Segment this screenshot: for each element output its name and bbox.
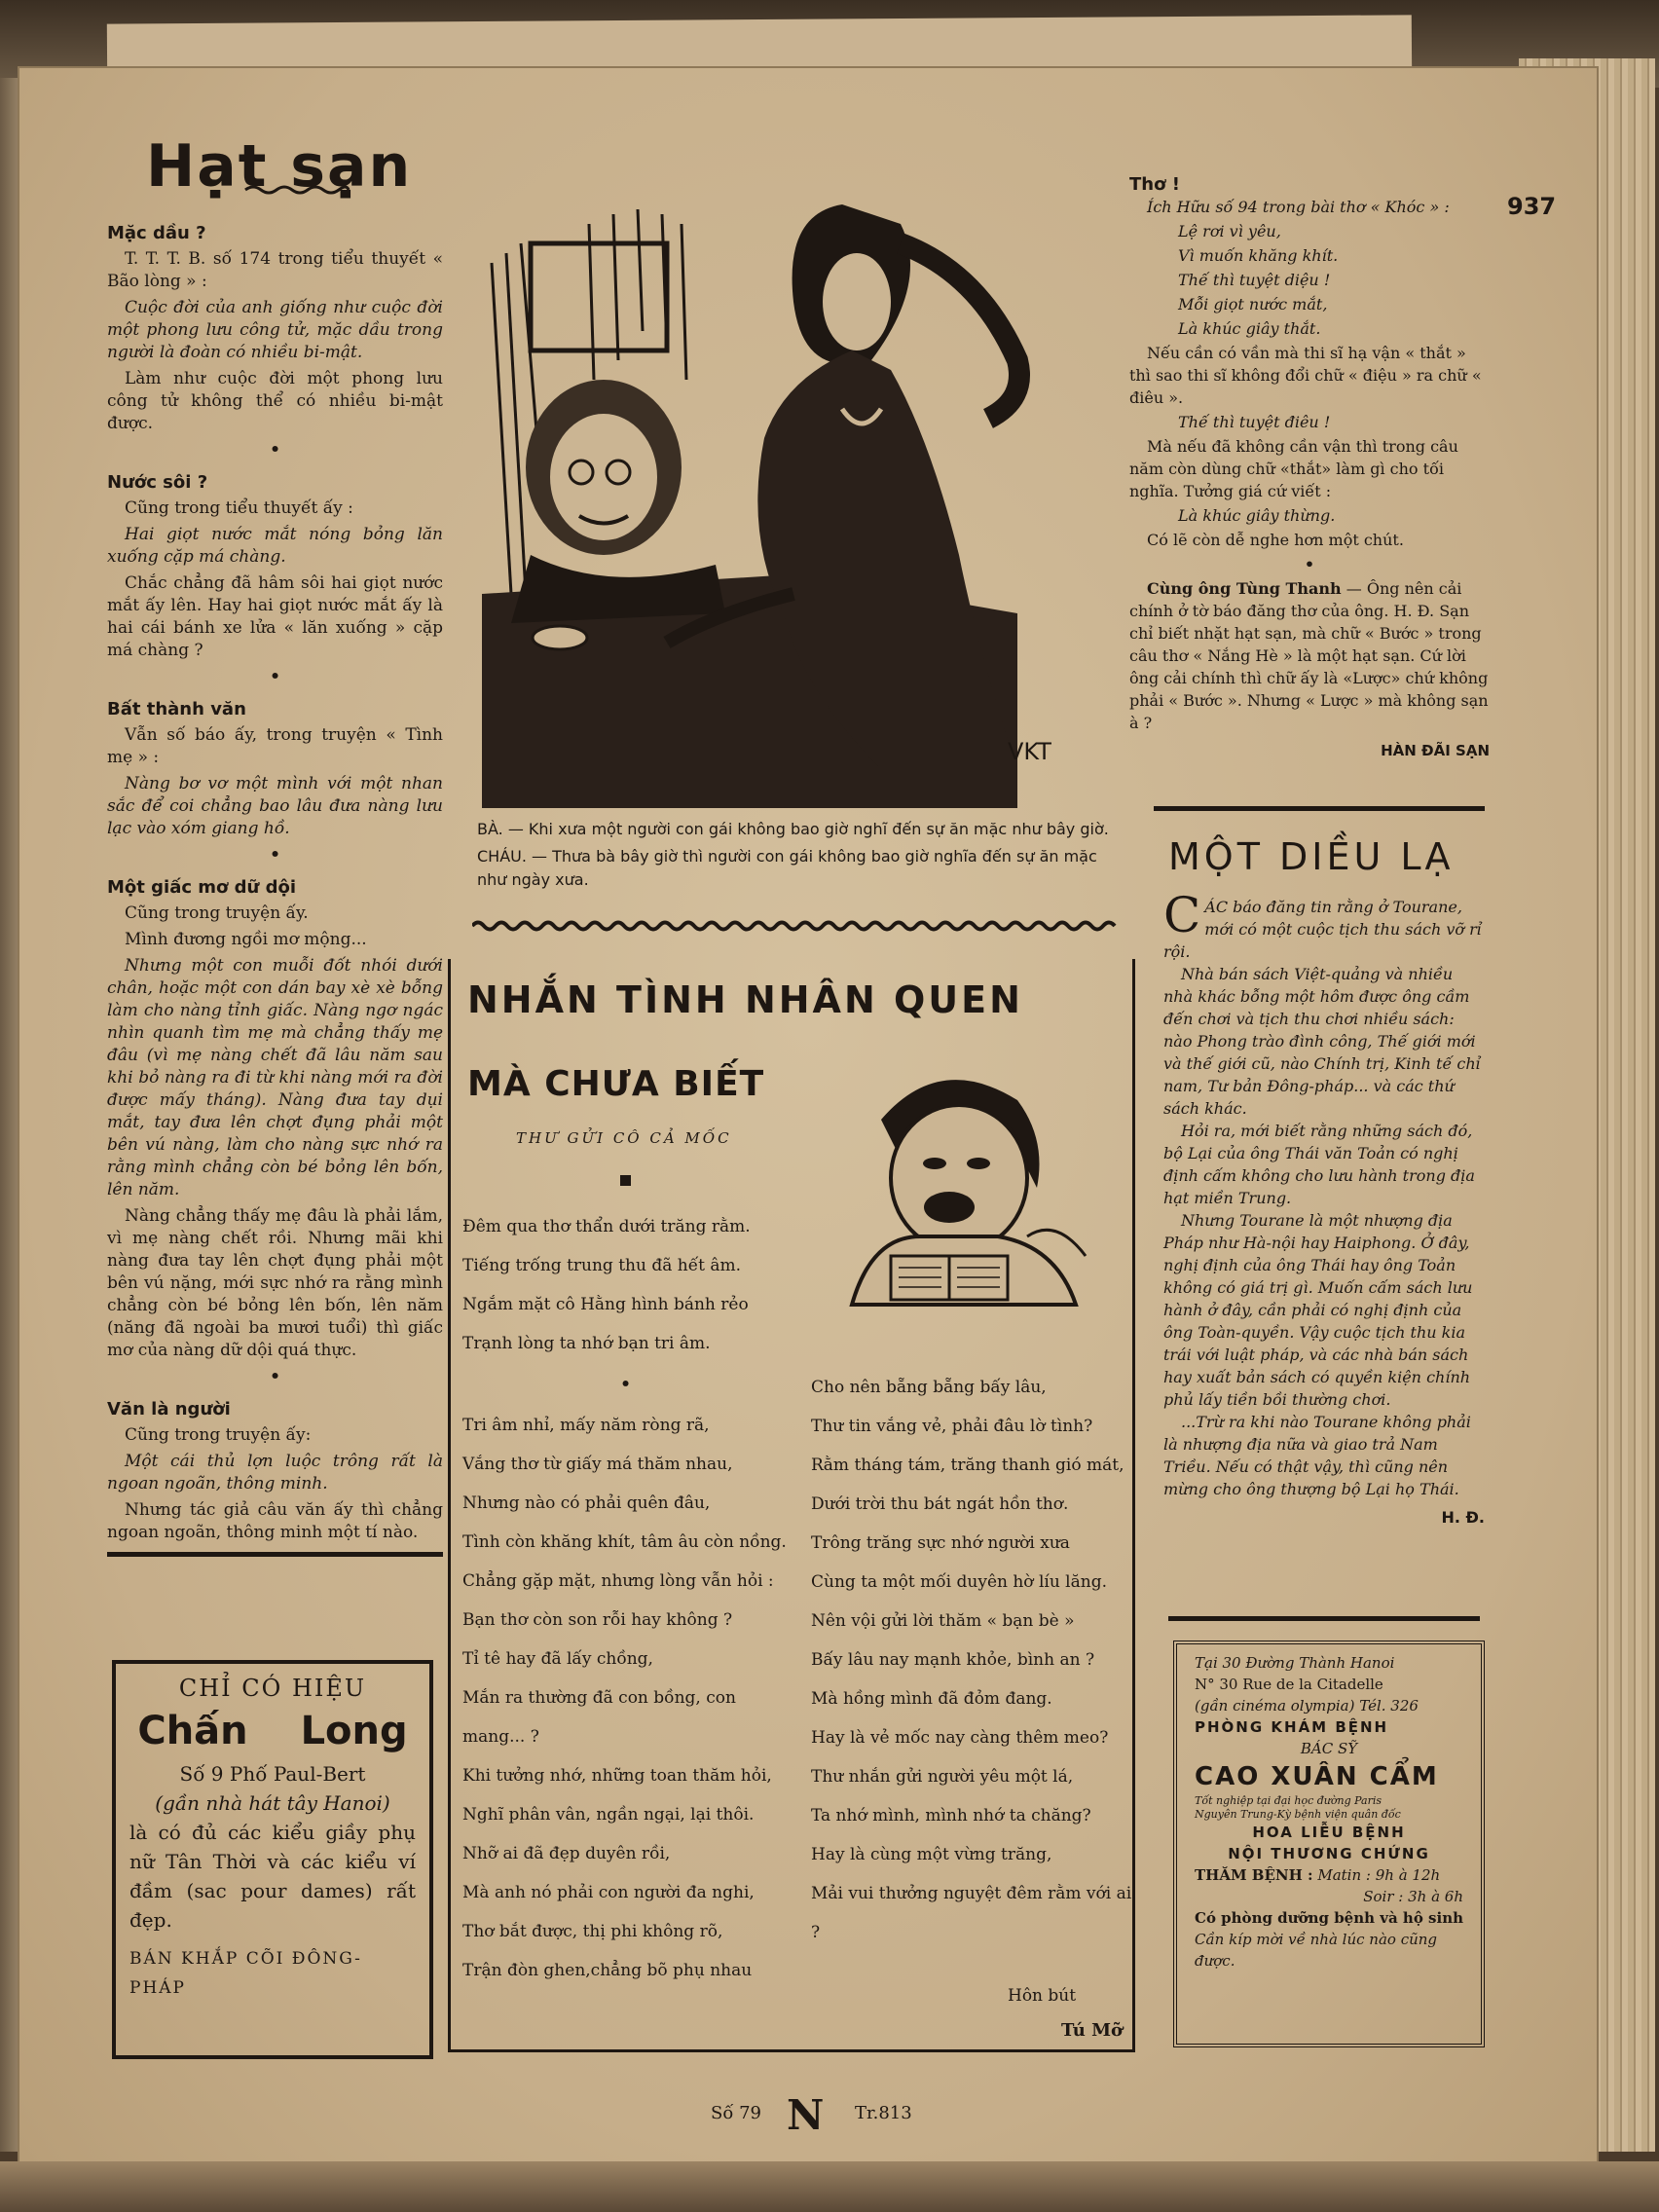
poem-title-line2: MÀ CHƯA BIẾT bbox=[467, 1064, 765, 1104]
clinic-kind: PHÒNG KHÁM BỆNH bbox=[1195, 1718, 1389, 1736]
hat-san-column bbox=[107, 132, 443, 1565]
ngay-nay-logo: N bbox=[787, 2091, 825, 2139]
section-paragraph: Nàng bơ vơ một mình với một nhan sắc để coi chẳng bao lâu đưa nàng lưu lạc vào xóm giang hồ. bbox=[107, 774, 443, 838]
page-footer bbox=[711, 2091, 964, 2140]
section-paragraph: Mình đương ngồi mơ mộng... bbox=[125, 930, 367, 949]
hat-san-sections bbox=[107, 222, 443, 1557]
poem-line: Nhỡ ai đã đẹp duyên rồi, bbox=[462, 1844, 671, 1863]
mot-dieu-la-article bbox=[1163, 887, 1485, 1529]
section-divider bbox=[1154, 806, 1485, 811]
poem-line: Bạn thơ còn son rỗi hay không ? bbox=[462, 1610, 733, 1630]
tung-thanh-heading: Cùng ông Tùng Thanh bbox=[1147, 579, 1342, 598]
clinic-credential-2: Nguyên Trung-Kỳ bệnh viện quân đốc bbox=[1195, 1808, 1401, 1821]
section-paragraph: Cuộc đời của anh giống như cuộc đời một phong lưu công tử, mặc dầu trong người là đoàn có nhiều bi-mật. bbox=[107, 298, 443, 362]
poem-line: Tri âm nhỉ, mấy năm ròng rã, bbox=[462, 1416, 710, 1435]
tho-column bbox=[1129, 173, 1490, 764]
poem-line: Rằm tháng tám, trăng thanh gió mát, bbox=[811, 1456, 1124, 1475]
chan-long-ad bbox=[112, 1660, 433, 2059]
ornament-dot: • bbox=[270, 440, 280, 460]
section-paragraph: Cũng trong tiểu thuyết ấy : bbox=[125, 498, 353, 518]
section-paragraph: Nhưng một con muỗi đốt nhói dưới chân, hoặc một con dán bay xè xè bỗng làm cho nàng tỉnh giấc. Nàng ngơ ngác nhìn quanh tìm mẹ mà chẳng thấy mẹ đâu (vì mẹ nàng chết đã lâu năm sau khi bỏ nàng ra đi từ khi nàng mới ra đời được mấy tháng). Nàng đưa tay dụi mắt, tay đưa lên chợt đụng phải một bên vú nàng, làm cho nàng sực nhớ ra rằng mình chẳng còn bé bỏng lên bốn, lên năm. bbox=[107, 956, 443, 1199]
poem-line: Mà anh nó phải con người đa nghi, bbox=[462, 1883, 755, 1902]
poem-line: Ta nhớ mình, mình nhớ ta chăng? bbox=[811, 1806, 1091, 1825]
poem-line: Trận đòn ghen,chẳng bõ phụ nhau bbox=[462, 1961, 753, 1980]
page-number: 937 bbox=[1507, 193, 1557, 220]
poem-stanza-3 bbox=[811, 1368, 1142, 1952]
clinic-extra-2: Cần kíp mời về nhà lúc nào cũng được. bbox=[1195, 1931, 1438, 1970]
poem-line: Khi tưởng nhớ, những toan thăm hỏi, bbox=[462, 1766, 772, 1786]
ornament-dot: • bbox=[620, 1375, 631, 1394]
section-paragraph: Cũng trong truyện ấy: bbox=[125, 1425, 312, 1445]
poem-line: Tiếng trống trung thu đã hết âm. bbox=[462, 1256, 742, 1275]
ornament-dot: • bbox=[270, 667, 280, 686]
section-paragraph: Hai giọt nước mắt nóng bỏng lăn xuống cặp má chàng. bbox=[107, 525, 443, 567]
clinic-specialty-2: NỘI THƯƠNG CHỨNG bbox=[1228, 1845, 1430, 1862]
poem-line: Hay là cùng một vừng trăng, bbox=[811, 1845, 1052, 1864]
quote-line: Vì muốn khăng khít. bbox=[1178, 246, 1339, 265]
poem-line: Vắng thơ từ giấy má thăm nhau, bbox=[462, 1455, 733, 1474]
article-paragraph: Hỏi ra, mới biết rằng những sách đó, bộ Lại của ông Thái văn Toản có nghị định cấm không cho lưu hành trong địa hạt miền Trung. bbox=[1163, 1122, 1475, 1207]
quote-line: Mỗi giọt nước mắt, bbox=[1178, 295, 1328, 313]
mot-dieu-la-signature: H. Đ. bbox=[1441, 1508, 1485, 1527]
poem-stanza-1 bbox=[462, 1207, 789, 1363]
illustration-signature: VKT bbox=[1008, 738, 1051, 765]
poem-line: Nhưng nào có phải quên đâu, bbox=[462, 1493, 711, 1513]
poem-cartoon-figure bbox=[832, 1061, 1105, 1314]
ad-body: là có đủ các kiểu giầy phụ nữ Tân Thời và các kiểu ví đầm (sac pour dames) rất đẹp. bbox=[129, 1821, 416, 1932]
illustration-caption bbox=[477, 818, 1120, 896]
ornament-dot: • bbox=[1304, 555, 1315, 573]
tho-intro: Ích Hữu số 94 trong bài thơ « Khóc » : bbox=[1147, 198, 1450, 216]
quote-line: Thế thì tuyệt diệu ! bbox=[1178, 271, 1331, 289]
tho-quote bbox=[1129, 220, 1490, 340]
section-paragraph: Nhưng tác giả câu văn ấy thì chẳng ngoan ngoãn, thông minh một tí nào. bbox=[107, 1500, 443, 1542]
poem-column-1 bbox=[462, 1207, 789, 1990]
poem-line: Mải vui thưởng nguyệt đêm rằm với ai ? bbox=[811, 1884, 1132, 1942]
ornament-square bbox=[620, 1175, 631, 1186]
poem-line: Trạnh lòng ta nhớ bạn tri âm. bbox=[462, 1334, 711, 1353]
background-bottom bbox=[0, 2161, 1659, 2212]
tho-para3: Có lẽ còn dễ nghe hơn một chút. bbox=[1147, 531, 1404, 549]
drop-cap: C bbox=[1163, 887, 1201, 943]
poem-title-line1: NHẮN TÌNH NHÂN QUEN bbox=[467, 978, 1023, 1021]
quote-line: Là khúc giây thắt. bbox=[1178, 319, 1321, 338]
poem-sign-off: Hôn bút bbox=[1008, 1986, 1077, 2006]
section-paragraph: Nàng chẳng thấy mẹ đâu là phải lắm, vì mẹ nàng chết rồi. Nhưng mãi khi nàng đưa tay lên chợt đụng phải một bên vú nặng, mới sực nhớ ra rằng mình chẳng còn bé bỏng lên bốn, lên năm (năng đã ngoài ba mươi tuổi) thì giấc mơ của nàng dữ dội quá thực. bbox=[107, 1206, 443, 1360]
ornament-dot: • bbox=[270, 845, 280, 865]
caption-chau: CHÁU. — Thưa bà bây giờ thì người con gái không bao giờ nghĩa đến sự ăn mặc như ngày xưa. bbox=[477, 847, 1097, 889]
mot-dieu-la-title: MỘT DIỀU LẠ bbox=[1168, 835, 1455, 878]
ad-address-note: (gần nhà hát tây Hanoi) bbox=[155, 1791, 390, 1815]
footer-issue: Số 79 bbox=[711, 2103, 761, 2123]
title-squiggle bbox=[243, 184, 350, 196]
poem-line: Nên vội gửi lời thăm « bạn bè » bbox=[811, 1611, 1075, 1631]
section-paragraph: Vẫn số báo ấy, trong truyện « Tình mẹ » : bbox=[107, 725, 443, 767]
poem-line: Cho nên bẵng bẵng bấy lâu, bbox=[811, 1378, 1047, 1397]
tho-quote2: Thế thì tuyệt điêu ! bbox=[1178, 413, 1331, 431]
poem-line: Thư nhắn gửi người yêu một lá, bbox=[811, 1767, 1074, 1787]
poem-line: Thơ bắt được, thị phi không rõ, bbox=[462, 1922, 723, 1941]
tho-para2: Mà nếu đã không cần vận thì trong câu năm còn dùng chữ «thắt» làm gì cho tối nghĩa. Tưởng giá cứ viết : bbox=[1129, 437, 1458, 500]
section-heading: Mặc dầu ? bbox=[107, 223, 206, 243]
section-paragraph: Làm như cuộc đời một phong lưu công tử không thể có nhiều bi-mật được. bbox=[107, 369, 443, 433]
clinic-extra-1: Có phòng dưỡng bệnh và hộ sinh bbox=[1195, 1909, 1464, 1927]
ad-address: Số 9 Phố Paul-Bert bbox=[179, 1762, 366, 1786]
section-heading: Văn là người bbox=[107, 1399, 231, 1419]
clinic-ad bbox=[1173, 1641, 1485, 2047]
clinic-doctor-name: CAO XUÂN CẨM bbox=[1195, 1762, 1439, 1791]
clinic-hours-pm: Soir : 3h à 6h bbox=[1363, 1888, 1463, 1905]
mot-dieu-la-paragraphs bbox=[1163, 887, 1485, 1500]
caption-ba: BÀ. — Khi xưa một người con gái không bao giờ nghĩ đến sự ăn mặc như bây giờ. bbox=[477, 820, 1109, 838]
poem-line: Mắn ra thường đã con bồng, con mang... ? bbox=[462, 1688, 736, 1747]
clinic-hours-label: THĂM BỆNH : bbox=[1195, 1866, 1313, 1884]
tho-quote3: Là khúc giây thừng. bbox=[1178, 506, 1336, 525]
poem-line: Bấy lâu nay mạnh khỏe, bình an ? bbox=[811, 1650, 1095, 1670]
quote-line: Lệ rơi vì yêu, bbox=[1178, 222, 1281, 240]
article-paragraph: ...Trừ ra khi nào Tourane không phải là nhượng địa nữa và giao trả Nam Triều. Nếu có thật vậy, thì cũng nên mừng cho ông thượng bộ Lại họ Thái. bbox=[1163, 1413, 1471, 1498]
tho-signature: HÀN ĐÃI SẠN bbox=[1381, 742, 1490, 759]
section-divider bbox=[1168, 1616, 1480, 1621]
tho-heading: Thơ ! bbox=[1129, 174, 1180, 195]
poem-author: Tú Mỡ bbox=[1061, 2020, 1124, 2041]
article-paragraph: Nhà bán sách Việt-quảng và nhiều nhà khác bỗng một hôm được ông cầm đến chơi và tịch thu chơi nhiều sách: nào Phong trào đình công, Thế giới mới và thế giới cũ, nào Chính trị, Kinh tế chỉ nam, Tư bản Đông-pháp... và các thứ sách khác. bbox=[1163, 965, 1481, 1118]
poem-line: Hay là vẻ mốc nay càng thêm meo? bbox=[811, 1728, 1109, 1748]
clinic-address-note: (gần cinéma olympia) Tél. 326 bbox=[1195, 1697, 1419, 1714]
poem-line: Tỉ tê hay đã lấy chồng, bbox=[462, 1649, 653, 1669]
poem-line: Cùng ta một mối duyên hờ líu lăng. bbox=[811, 1572, 1107, 1592]
poem-line: Đêm qua thơ thẩn dưới trăng rằm. bbox=[462, 1217, 751, 1236]
poem-column-2 bbox=[811, 1368, 1142, 1952]
poem-stanza-2 bbox=[462, 1406, 789, 1990]
section-heading: Nước sôi ? bbox=[107, 472, 208, 493]
poem-line: Dưới trời thu bát ngát hồn thơ. bbox=[811, 1494, 1069, 1514]
clinic-hours-am: Matin : 9h à 12h bbox=[1317, 1866, 1441, 1884]
clinic-specialty-1: HOA LIỄU BỆNH bbox=[1252, 1824, 1406, 1841]
section-paragraph: Chắc chẳng đã hâm sôi hai giọt nước mắt ấy lên. Hay hai giọt nước mắt ấy là hai cái bánh xe lửa « lăn xuống » cặp má chàng ? bbox=[107, 573, 443, 660]
poem-line: Chẳng gặp mặt, nhưng lòng vẫn hỏi : bbox=[462, 1571, 774, 1591]
cartoon-illustration bbox=[472, 185, 1124, 808]
article-paragraph: ÁC báo đăng tin rằng ở Tourane, mới có một cuộc tịch thu sách vỡ rỉ rội. bbox=[1163, 898, 1482, 961]
poem-line: Nghĩ phân vân, ngần ngại, lại thôi. bbox=[462, 1805, 755, 1825]
wavy-divider bbox=[472, 919, 1124, 933]
poem-subtitle: THƯ GỬI CÔ CẢ MỐC bbox=[516, 1129, 732, 1147]
section-heading: Bất thành văn bbox=[107, 699, 246, 719]
clinic-credential-1: Tốt nghiệp tại đại học đường Paris bbox=[1195, 1794, 1382, 1807]
section-paragraph: Cũng trong truyện ấy. bbox=[125, 903, 309, 923]
clinic-bacsy: BÁC SỸ bbox=[1300, 1740, 1358, 1757]
section-divider bbox=[107, 1552, 443, 1557]
ad-brand: Chấn Long bbox=[137, 1709, 408, 1753]
poem-line: Tình còn khăng khít, tâm âu còn nồng. bbox=[462, 1532, 787, 1552]
ornament-dot: • bbox=[270, 1367, 280, 1386]
clinic-address-vn: Tại 30 Đường Thành Hanoi bbox=[1195, 1654, 1395, 1672]
ad-footer: BÁN KHẮP CÕI ĐÔNG-PHÁP bbox=[129, 1949, 362, 1998]
hat-san-title: Hạt sạn bbox=[146, 132, 413, 201]
ad-label: CHỈ CÓ HIỆU bbox=[178, 1675, 367, 1702]
tho-para1: Nếu cần có vần mà thi sĩ hạ vận « thắt » thì sao thi sĩ không đổi chữ « điệu » ra chữ « điêu ». bbox=[1129, 344, 1482, 407]
tung-thanh-text: — Ông nên cải chính ở tờ báo đăng thơ của ông. H. Đ. Sạn chỉ biết nhặt hạt sạn, mà chữ « Bước » trong câu thơ « Nắng Hè » là một hạt sạn. Cứ lời ông cải chính thì chữ ấy là «Lược» chứ không phải « Bước ». Nhưng « Lược » mà không sạn à ? bbox=[1129, 579, 1489, 732]
section-paragraph: T. T. T. B. số 174 trong tiểu thuyết « Bão lòng » : bbox=[107, 249, 443, 291]
section-paragraph: Một cái thủ lợn luộc trông rất là ngoan ngoãn, thông minh. bbox=[107, 1452, 443, 1493]
article-paragraph: Nhưng Tourane là một nhượng địa Pháp như Hà-nội hay Haiphong. Ở đây, nghị định của ông Thái hay ông Toản không có giá trị gì. Muốn cấm sách lưu hành ở đây, cần phải có nghị định của ông Toàn-quyền. Vậy cuộc tịch thu kia trái với luật pháp, và các nhà bán sách hay xuất bản sách có quyền kiện chính phủ lấy tiền bồi thường chơi. bbox=[1163, 1211, 1473, 1409]
poem-line: Ngắm mặt cô Hằng hình bánh rẻo bbox=[462, 1295, 749, 1314]
clinic-address-fr: N° 30 Rue de la Citadelle bbox=[1195, 1676, 1383, 1693]
poem-line: Trông trăng sực nhớ người xưa bbox=[811, 1533, 1070, 1553]
poem-line: Mà hồng mình đã đỏm đang. bbox=[811, 1689, 1052, 1709]
footer-page: Tr.813 bbox=[855, 2103, 912, 2123]
poem-line: Thư tin vắng vẻ, phải đâu lờ tình? bbox=[811, 1417, 1093, 1436]
section-heading: Một giấc mơ dữ dội bbox=[107, 877, 297, 898]
